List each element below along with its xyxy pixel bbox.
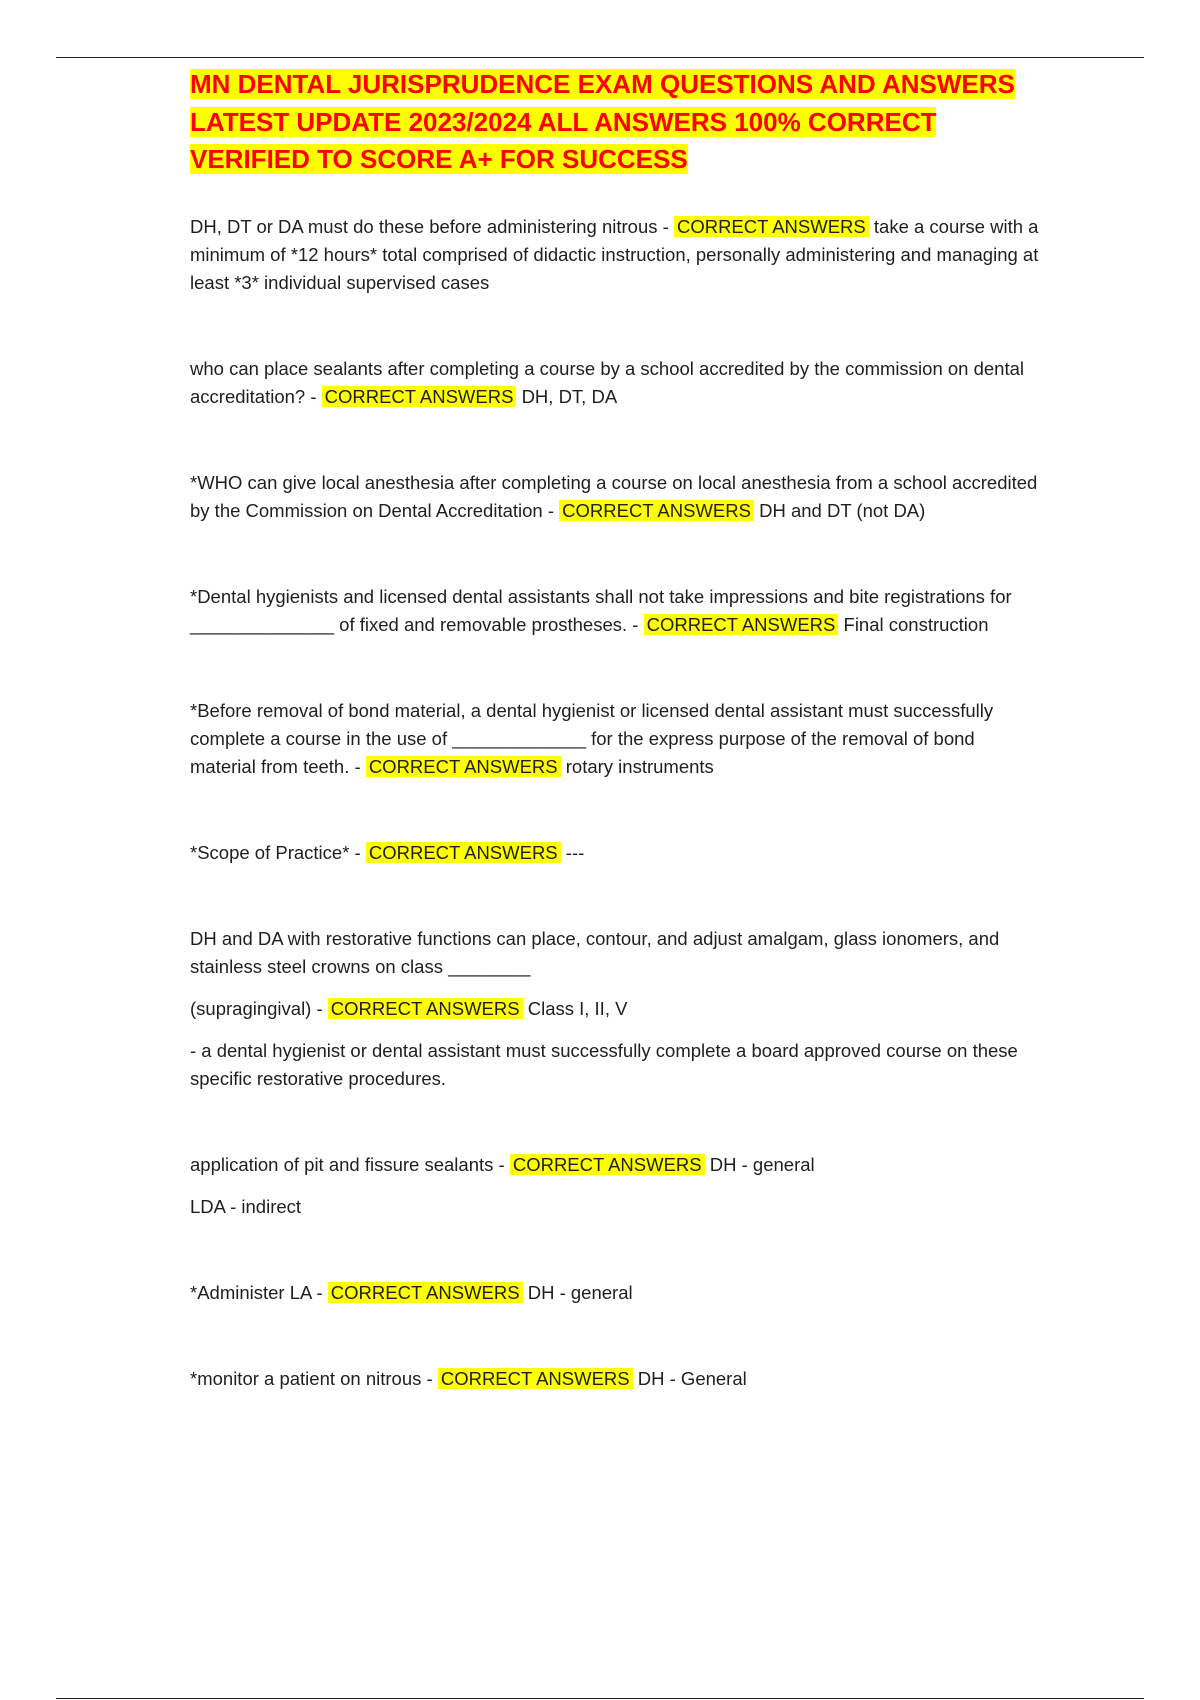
correct-answers-badge: CORRECT ANSWERS: [510, 1154, 705, 1175]
question-text: *Scope of Practice* -: [190, 841, 361, 863]
qa-item-restorative-answer: [190, 995, 1040, 1023]
qa-item-pit-fissure-extra: [190, 1193, 1040, 1221]
question-text: DH, DT or DA must do these before administering nitrous -: [190, 215, 669, 237]
question-text: *Administer LA -: [190, 1281, 323, 1303]
qa-item-restorative-note: [190, 1037, 1040, 1093]
answer-text: Class I, II, V: [527, 997, 628, 1019]
qa-item-sealants: [190, 355, 1040, 411]
answer-text: take a course with a minimum of *12 hours* total comprised of didactic instruction, personally administering and managing at least *3* individual supervised cases: [190, 215, 1039, 293]
correct-answers-badge: CORRECT ANSWERS: [644, 614, 839, 635]
qa-item-local-anesthesia: [190, 469, 1040, 525]
question-text: DH and DA with restorative functions can place, contour, and adjust amalgam, glass ionomers, and stainless steel crowns on class ________: [190, 927, 1000, 977]
question-text: *Dental hygienists and licensed dental assistants shall not take impressions and bite registrations for ______________ of fixed and removable prostheses. -: [190, 585, 1012, 635]
document-body: [190, 66, 1040, 1393]
qa-item-administer-la: [190, 1279, 1040, 1307]
answer-text: Final construction: [843, 613, 989, 635]
question-text: *monitor a patient on nitrous -: [190, 1367, 433, 1389]
qa-item-restorative-functions: [190, 925, 1040, 981]
question-text: (supragingival) -: [190, 997, 323, 1019]
question-text: who can place sealants after completing a course by a school accredited by the commission on dental accreditation? -: [190, 357, 1024, 407]
correct-answers-badge: CORRECT ANSWERS: [366, 842, 561, 863]
qa-item-nitrous-requirements: [190, 213, 1040, 297]
answer-text: DH and DT (not DA): [759, 499, 926, 521]
answer-text: ---: [565, 841, 585, 863]
answer-extra-text: LDA - indirect: [190, 1195, 302, 1217]
qa-item-monitor-nitrous: [190, 1365, 1040, 1393]
correct-answers-badge: CORRECT ANSWERS: [328, 998, 523, 1019]
question-text: application of pit and fissure sealants -: [190, 1153, 505, 1175]
qa-item-pit-fissure-sealants: [190, 1151, 1040, 1179]
qa-item-impressions: [190, 583, 1040, 639]
correct-answers-badge: CORRECT ANSWERS: [328, 1282, 523, 1303]
answer-text: DH - general: [527, 1281, 633, 1303]
answer-text: DH - general: [709, 1153, 815, 1175]
qa-item-scope-of-practice: [190, 839, 1040, 867]
note-text: - a dental hygienist or dental assistant must successfully complete a board approved course on these specific restorative procedures.: [190, 1039, 1018, 1089]
question-text: *Before removal of bond material, a dental hygienist or licensed dental assistant must successfully complete a course in the use of _____________ for the express purpose of the removal of bond material from teeth. -: [190, 699, 994, 777]
correct-answers-badge: CORRECT ANSWERS: [322, 386, 517, 407]
question-text: *WHO can give local anesthesia after completing a course on local anesthesia from a school accredited by the Commission on Dental Accreditation -: [190, 471, 1038, 521]
correct-answers-badge: CORRECT ANSWERS: [438, 1368, 633, 1389]
answer-text: DH - General: [637, 1367, 747, 1389]
document-title: MN DENTAL JURISPRUDENCE EXAM QUESTIONS AND ANSWERS LATEST UPDATE 2023/2024 ALL ANSWERS 100% CORRECT VERIFIED TO SCORE A+ FOR SUCCESS: [190, 69, 1015, 174]
bottom-rule: [56, 1698, 1144, 1699]
top-rule: [56, 57, 1144, 58]
correct-answers-badge: CORRECT ANSWERS: [559, 500, 754, 521]
qa-item-bond-removal: [190, 697, 1040, 781]
answer-text: DH, DT, DA: [521, 385, 618, 407]
answer-text: rotary instruments: [565, 755, 714, 777]
correct-answers-badge: CORRECT ANSWERS: [674, 216, 869, 237]
correct-answers-badge: CORRECT ANSWERS: [366, 756, 561, 777]
